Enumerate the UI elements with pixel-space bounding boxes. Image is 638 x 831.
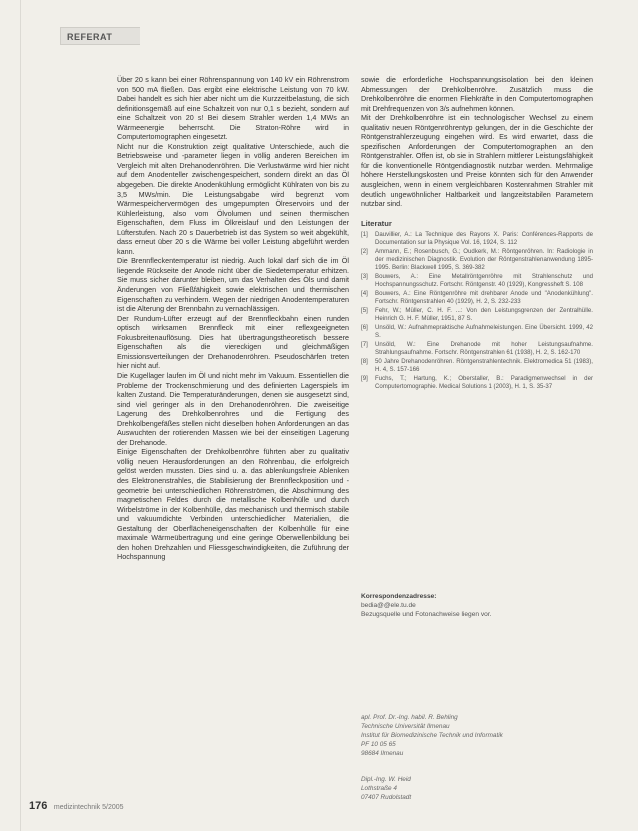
author-line: Technische Universität Ilmenau <box>361 723 450 730</box>
paragraph: sowie die erforderliche Hochspannungsisolation bei den kleinen Abmessungen der Drehkolbenröhre. Zusätzlich muss die Drehkolbenröhre die enormen Fliehkräfte in den Computertomographen mit Drehfrequenzen von 3/s aufnehmen können. <box>361 75 593 113</box>
reference-text: Fuchs, T.; Hartung, K.; Oberstaller, B.: Paradigmenwechsel in der Computertomographie. Medical Solutions 1 (2003), H. 1, S. 35-37 <box>375 375 593 391</box>
paragraph: Die Brennfleckentemperatur ist niedrig. Auch lokal darf sich die im Öl liegende Rückseite der Anode nicht über die Siedetemperatur erhitzen. Sie muss sicher darunter bleiben, um das Verhalten des Öls und damit Änderungen von Fließfähigkeit sowie elektrischen und thermischen Eigenschaften zu verhindern. Wegen der niedrigen Anodentemperaturen ist die Alterung der Brennbahn zu vernachlässigen. <box>117 256 349 314</box>
left-column <box>117 75 349 562</box>
paragraph: Mit der Drehkolbenröhre ist ein technologischer Wechsel zu einem qualitativ neuen Röntgenröhrentyp gelungen, der in die Geschichte der Röntgenstrahlerzeugung eingehen wird. Es wird erwartet, dass die spezifischen Anforderungen der Computertomographen an den Röntgenstrahler. Offen ist, ob sie in Strahlern mittlerer Leistungsfähigkeit für die konventionelle Röntgendiagnostik nutzbar werden. Mehrmalige höhere Herstellungskosten und Preise könnten sich für den Anwender ausgleichen, wenn in einem vergleichbaren Kostenrahmen Strahler mit deutlich ungewöhnlicher Haltbarkeit und langzeitstabilen Parametern nutzbar sind. <box>361 113 593 209</box>
author-line: Lothstraße 4 <box>361 785 397 792</box>
reference-number: [3] <box>361 273 368 281</box>
reference-number: [9] <box>361 375 368 383</box>
paragraph: Der Rundum-Lüfter erzeugt auf der Brennfleckbahn einen runden optisch wirksamen Brennfleck mit einer reflexgeeigneten Fokusbreitenauflösung. Dies hat übertragungstheoretisch bessere Eigenschaften als die viereckigen und gleichmäßigen Emissionsverteilungen der Drehanodenröhren. Pseudoschärfen treten hier nicht auf. <box>117 313 349 371</box>
page-footer <box>29 800 124 812</box>
paragraph: Die Kugellager laufen im Öl und nicht mehr im Vakuum. Essentiellen die Probleme der Trockenschmierung und des definierten Lagerspiels im kalten Zustand. Die Temperaturänderungen, denen sie ausgesetzt sind, sind viel geringer als in den Drehanodenröhren. Die zweiseitige Lagerung des Drehkolbenrohres und die Fertigung des Drehkolbengefäßes stellen nicht dieselben hohen Anforderungen an das Auswuchten der rotierenden Massen wie bei der einseitigen Lagerung der Drehanode. <box>117 370 349 447</box>
section-tab: REFERAT <box>60 27 140 45</box>
reference-text: Bouwers, A.: Eine Röntgenröhre mit drehbarer Anode und "Anodenkühlung". Fortschr. Röntgenstrahlen 40 (1929), H. 2, S. 232-233 <box>375 290 593 306</box>
contact-label: Korrespondenzadresse: <box>361 593 437 600</box>
reference-item <box>361 324 593 340</box>
reference-item <box>361 273 593 289</box>
page-gutter-line <box>20 0 21 831</box>
reference-text: Fehr, W.; Müller, C. H. F. ...: Von den Leistungsgrenzen der Zentralhülle. Heinrich G. H. F. Müller, 1951, 87 S. <box>375 307 593 323</box>
contact-email[interactable]: bedia@@ele.tu.de <box>361 602 416 609</box>
reference-number: [7] <box>361 341 368 349</box>
author-line: Dipl.-Ing. W. Heid <box>361 776 411 783</box>
paragraph: Einige Eigenschaften der Drehkolbenröhre führten aber zu qualitativ völlig neuen Herausforderungen an den Röhrenbau, die erfolgreich gelöst werden mussten. Dies sind u. a. das ablenkungsfreie Ablenken des Elektronenstrahles, die Stabilisierung der Brennfleckposition und -geometrie bei unterschiedlichen Röhrenströmen, die Abschirmung des magnetischen Feldes durch die metallische Kolbenhülle und durch Wirbelströme in der Kolbenhülle, das mechanisch und thermisch stabile und vakuumdichte Verbinden unterschiedlicher Materialien, die Gestaltung der Oberflächeneigenschaften der Kolbenhülle für eine maximale Wärmeübertragung und eine geringe Oberwellenbildung bei den hohen Drehzahlen und Fliessgeschwindigkeiten, die Zuführung der Hochspannung <box>117 447 349 562</box>
author-line: apl. Prof. Dr.-Ing. habil. R. Behling <box>361 714 458 721</box>
contact-note: Bezugsquelle und Fotonachweise liegen vor. <box>361 611 492 618</box>
paragraph: Über 20 s kann bei einer Röhrenspannung von 140 kV ein Röhrenstrom von 500 mA fließen. Das ergibt eine elektrische Leistung von 70 kW. Dabei handelt es sich hier aber nicht um die Kurzzeitbelastung, die sich definitionsgemäß auf eine Schaltzeit von nur 0,1 s bezieht, sondern auf eine Schaltzeit von 20 s! Bei diesem Strahler werden 1,4 MWs an Wärmeenergie beherrscht. Die Straton-Röhre wird in Computertomographen eingesetzt. <box>117 75 349 142</box>
issue-label: medizintechnik 5/2005 <box>53 804 124 811</box>
author-line: Institut für Biomedizinische Technik und Informatik <box>361 732 503 739</box>
paragraph: Nicht nur die Konstruktion zeigt qualitative Unterschiede, auch die Betriebsweise und -parameter liegen in völlig anderen Bereichen im Vergleich mit alten Drehanodenröhren. Die Verlustwärme wird hier nicht auf dem Anodenteller zwischengespeichert, sondern direkt an das Öl abgegeben. Die direkte Anodenkühlung ermöglicht Kühlraten von bis zu 3,5 MWs/min. Die Leistungsabgabe wird begrenzt vom Wärmespeichervermögen des umgepumpten Ölreservoirs und der Kühlerleistung, also vom Ölvolumen und seinen thermischen Eigenschaften, dem Fluss im Ölkreislauf und den Leistungen der Lüfterstufen. Nach 20 s Dauerbetrieb ist das System so weit abgekühlt, dass erneut über 20 s die Wärme bei voller Leistung abgeführt werden kann. <box>117 141 349 256</box>
reference-item <box>361 358 593 374</box>
reference-text: Bouwers, A.: Eine Metallröntgenröhre mit Strahlenschutz und Hochspannungsschutz. Fortschr. Röntgenstr. 40 (1929), Kongressheft S. 108 <box>375 273 593 289</box>
reference-item <box>361 341 593 357</box>
reference-text: 50 Jahre Drehanodenröhren. Röntgenstrahlentechnik. Elektromedica 51 (1983), H. 4, S. 157-166 <box>375 358 593 374</box>
reference-item <box>361 375 593 391</box>
reference-number: [5] <box>361 307 368 315</box>
author-address-2 <box>361 775 593 802</box>
reference-number: [1] <box>361 231 368 239</box>
reference-number: [8] <box>361 358 368 366</box>
page-number: 176 <box>29 800 48 812</box>
reference-text: Dauvillier, A.: La Technique des Rayons X. Paris: Conférences-Rapports de Documentation sur la Physique Vol. 16, 1924, S. 112 <box>375 231 593 247</box>
reference-number: [4] <box>361 290 368 298</box>
references-title: Literatur <box>361 218 392 228</box>
reference-item <box>361 290 593 306</box>
contact-block <box>361 592 593 619</box>
author-line: PF 10 05 65 <box>361 741 396 748</box>
reference-text: Ammann, E.; Rosenbusch, G.; Oudkerk, M.: Röntgenröhren. In: Radiologie in der medizinischen Diagnostik. Evolution der Röntgenstrahlenanwendung 1895-1995. Berlin: Blackwell 1995, S. 369-382 <box>375 248 593 272</box>
reference-item <box>361 231 593 247</box>
reference-item <box>361 248 593 272</box>
author-line: 07407 Rudolstadt <box>361 794 412 801</box>
reference-number: [6] <box>361 324 368 332</box>
reference-item <box>361 307 593 323</box>
author-address-1 <box>361 713 593 758</box>
right-column <box>361 75 593 392</box>
references-list <box>361 231 593 391</box>
author-line: 98684 Ilmenau <box>361 750 404 757</box>
reference-text: Unsöld, W.: Aufnahmepraktische Aufnahmeleistungen. Eine Übersicht. 1999, 42 S. <box>375 324 593 340</box>
reference-text: Unsöld, W.: Eine Drehanode mit hoher Leistungsaufnahme. Strahlungsaufnahme. Fortschr. Röntgenstrahlen 61 (1938), H. 2, S. 162-170 <box>375 341 593 357</box>
reference-number: [2] <box>361 248 368 256</box>
